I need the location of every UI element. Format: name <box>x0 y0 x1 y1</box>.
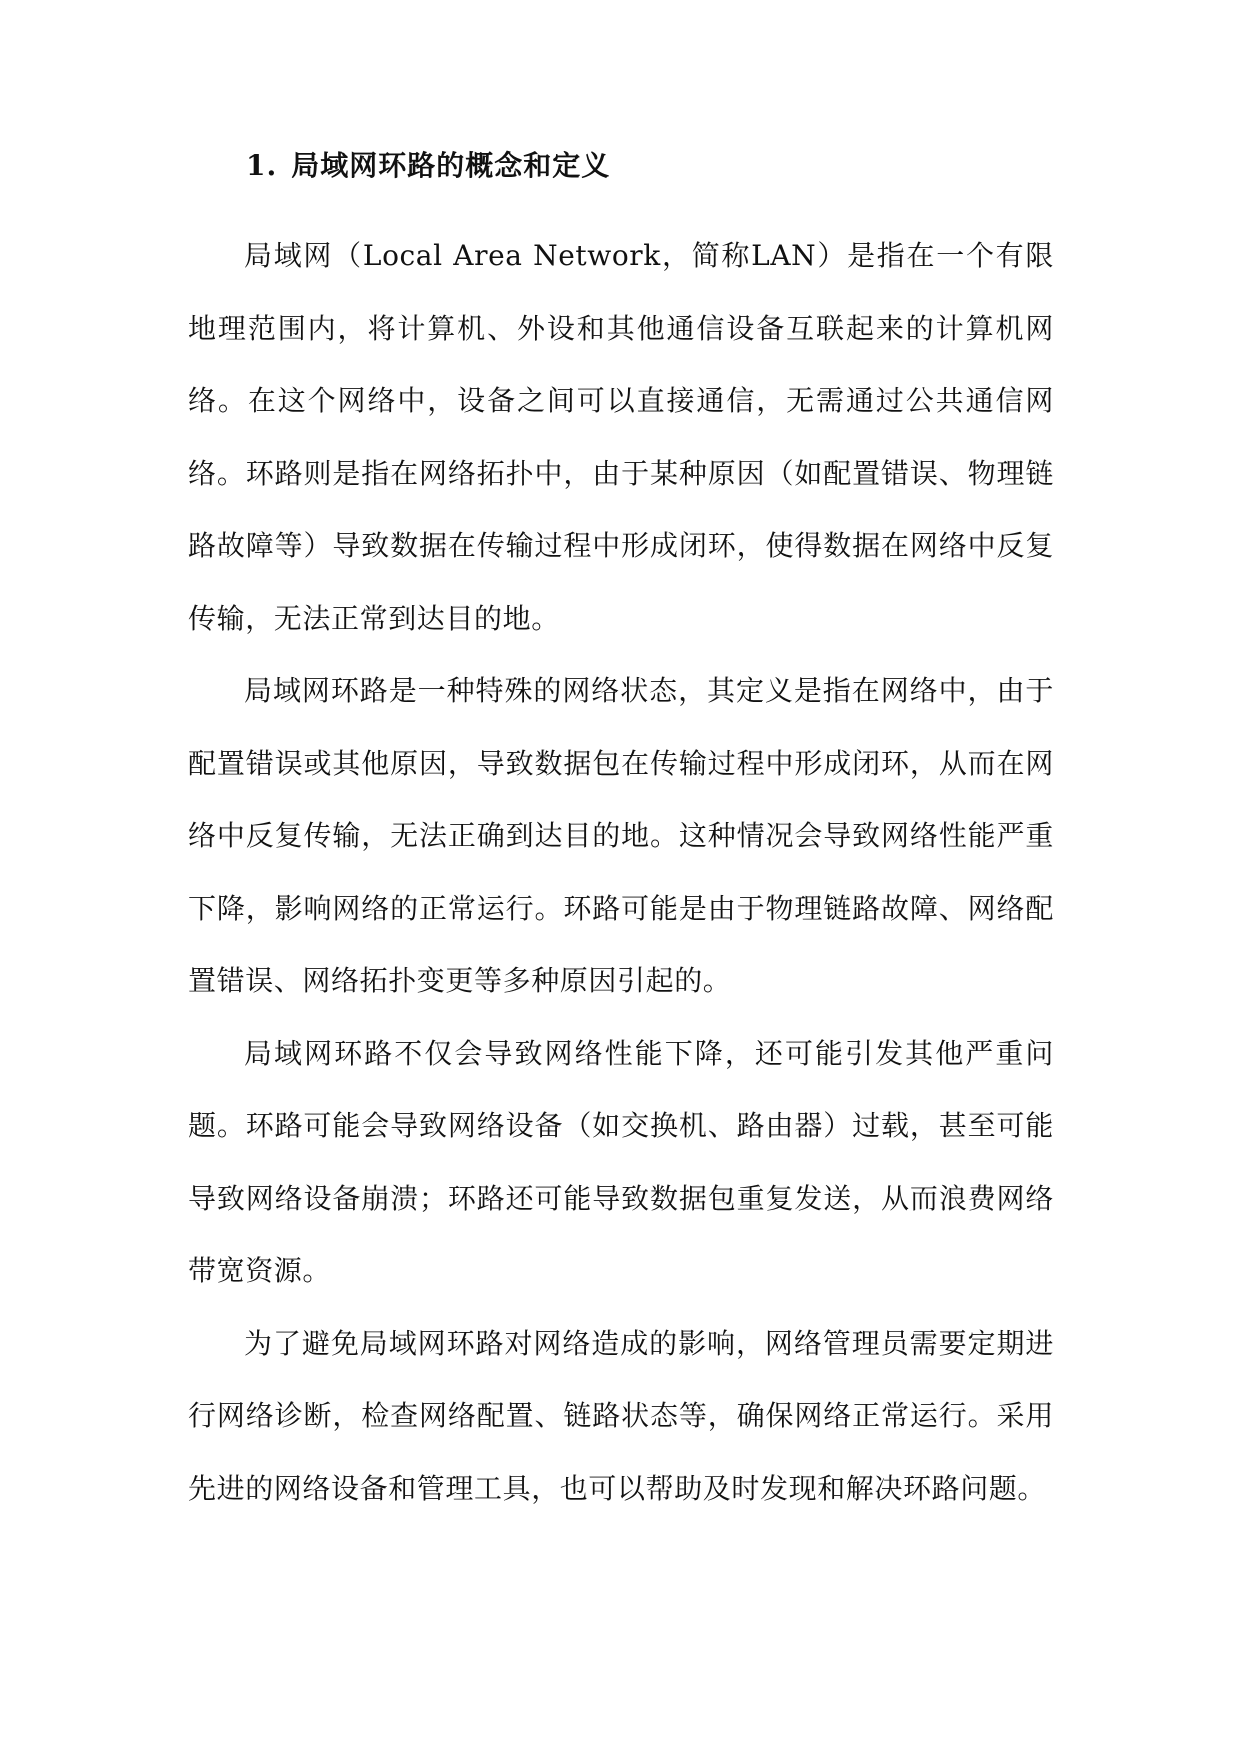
section-title: 局域网环路的概念和定义 <box>291 149 611 182</box>
section-number: 1. <box>246 149 278 182</box>
section-heading <box>246 146 610 186</box>
body-text <box>188 220 1054 1525</box>
paragraph-loop-prevention: 为了避免局域网环路对网络造成的影响，网络管理员需要定期进行网络诊断，检查网络配置、链路状态等，确保网络正常运行。采用先进的网络设备和管理工具，也可以帮助及时发现和解决环路问题。 <box>188 1326 1054 1505</box>
paragraph-lan-definition: 局域网（Local Area Network，简称LAN）是指在一个有限地理范围内，将计算机、外设和其他通信设备互联起来的计算机网络。在这个网络中，设备之间可以直接通信，无需通过公共通信网络。环路则是指在网络拓扑中，由于某种原因（如配置错误、物理链路故障等）导致数据在传输过程中形成闭环，使得数据在网络中反复传输，无法正常到达目的地。 <box>188 239 1054 635</box>
paragraph-loop-problems: 局域网环路不仅会导致网络性能下降，还可能引发其他严重问题。环路可能会导致网络设备（如交换机、路由器）过载，甚至可能导致网络设备崩溃；环路还可能导致数据包重复发送，从而浪费网络带宽资源。 <box>188 1036 1054 1287</box>
paragraph-loop-definition: 局域网环路是一种特殊的网络状态，其定义是指在网络中，由于配置错误或其他原因，导致数据包在传输过程中形成闭环，从而在网络中反复传输，无法正确到达目的地。这种情况会导致网络性能严重下降，影响网络的正常运行。环路可能是由于物理链路故障、网络配置错误、网络拓扑变更等多种原因引起的。 <box>188 674 1054 997</box>
